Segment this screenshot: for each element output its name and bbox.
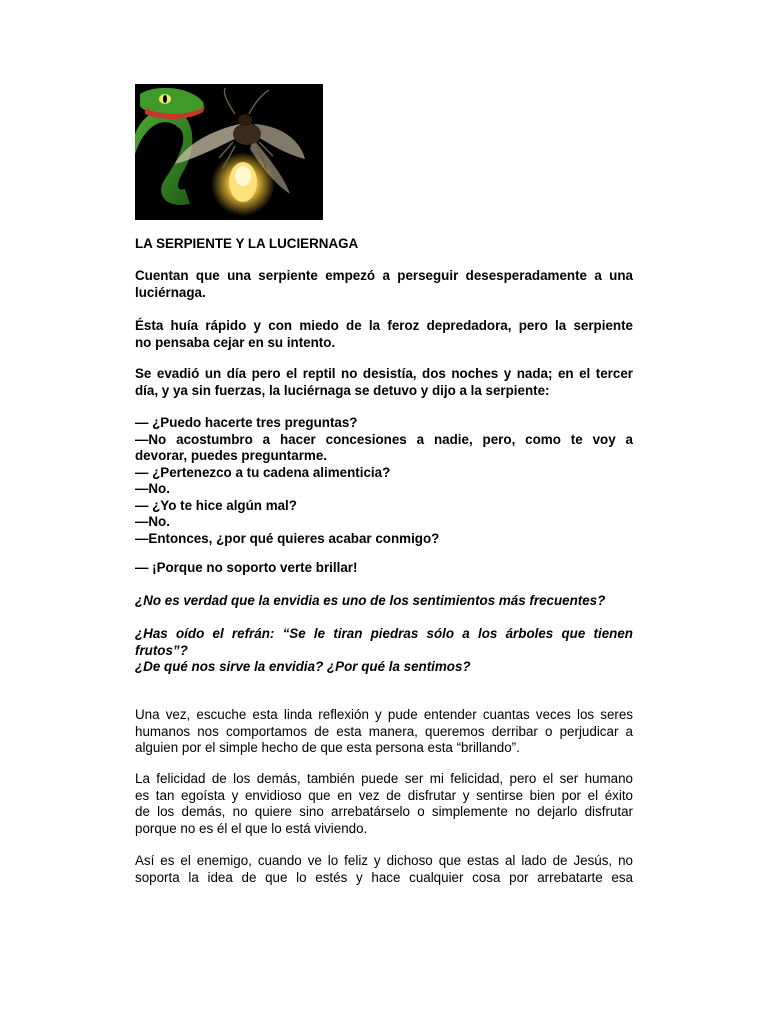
paragraph-2 [135, 318, 633, 351]
text-line: Ésta huía rápido y con miedo de la feroz depredadora, pero la serpiente [135, 318, 633, 333]
paragraph-1 [135, 268, 633, 301]
text-line: día, y ya sin fuerzas, la luciérnaga se detuvo y dijo a la serpiente: [135, 382, 550, 398]
text-line: Así es el enemigo, cuando ve lo feliz y dichoso que estas al lado de Jesús, no [135, 853, 633, 868]
question-line: frutos”? [135, 642, 188, 658]
question-line: ¿De qué nos sirve la envidia? ¿Por qué la sentimos? [135, 659, 471, 674]
text-line: no pensaba cejar en su intento. [135, 334, 336, 350]
text-line: — ¡Porque no soporto verte brillar! [135, 560, 358, 575]
reflection-paragraph-3 [135, 853, 633, 886]
dialogue-block [135, 415, 633, 547]
text-line: La felicidad de los demás, también puede ser mi felicidad, pero el ser humano [135, 771, 633, 786]
text-line: es tan egoísta y envidioso que en vez de disfrutar y sentirse bien por el éxito [135, 787, 633, 803]
text-line: de los demás, no quiere sino arrebatárselo o simplemente no dejarlo disfrutar [135, 804, 633, 819]
dialogue-line: — ¿Pertenezco a tu cadena alimenticia? [135, 464, 391, 480]
text-line: Cuentan que una serpiente empezó a perseguir desesperadamente a una [135, 268, 633, 283]
question-line: ¿Has oído el refrán: “Se le tiran piedras sólo a los árboles que tienen [135, 626, 633, 641]
text-line: porque no es él el que lo está viviendo. [135, 820, 368, 836]
paragraph-3 [135, 366, 633, 399]
question-2 [135, 626, 633, 676]
paragraph-final-answer [135, 560, 633, 577]
reflection-paragraph-1 [135, 707, 633, 757]
question-1 [135, 593, 633, 610]
reflection-paragraph-2 [135, 771, 633, 837]
snake-and-firefly-image [135, 84, 323, 220]
text-line: Una vez, escuche esta linda reflexión y pude entender cuantas veces los seres [135, 707, 633, 722]
text-line: humanos nos comportamos de esta manera, queremos derribar o perjudicar a [135, 723, 633, 739]
dialogue-line: —No. [135, 514, 170, 529]
question-line: ¿No es verdad que la envidia es uno de los sentimientos más frecuentes? [135, 593, 606, 608]
dialogue-line: — ¿Yo te hice algún mal? [135, 497, 297, 513]
dialogue-line: —No acostumbro a hacer concesiones a nadie, pero, como te voy a [135, 431, 633, 447]
story-title [135, 236, 633, 253]
title-text: LA SERPIENTE Y LA LUCIERNAGA [135, 236, 359, 251]
dialogue-line: — ¿Puedo hacerte tres preguntas? [135, 415, 358, 430]
dialogue-line: devorar, puedes preguntarme. [135, 448, 327, 463]
text-line: soporta la idea de que lo estés y hace cualquier cosa por arrebatarte esa [135, 869, 633, 885]
text-line: luciérnaga. [135, 284, 206, 300]
dialogue-line: —No. [135, 481, 170, 496]
text-line: Se evadió un día pero el reptil no desistía, dos noches y nada; en el tercer [135, 366, 633, 381]
text-line: alguien por el simple hecho de que esta persona esta “brillando”. [135, 740, 520, 755]
dialogue-line: —Entonces, ¿por qué quieres acabar conmigo? [135, 530, 440, 546]
